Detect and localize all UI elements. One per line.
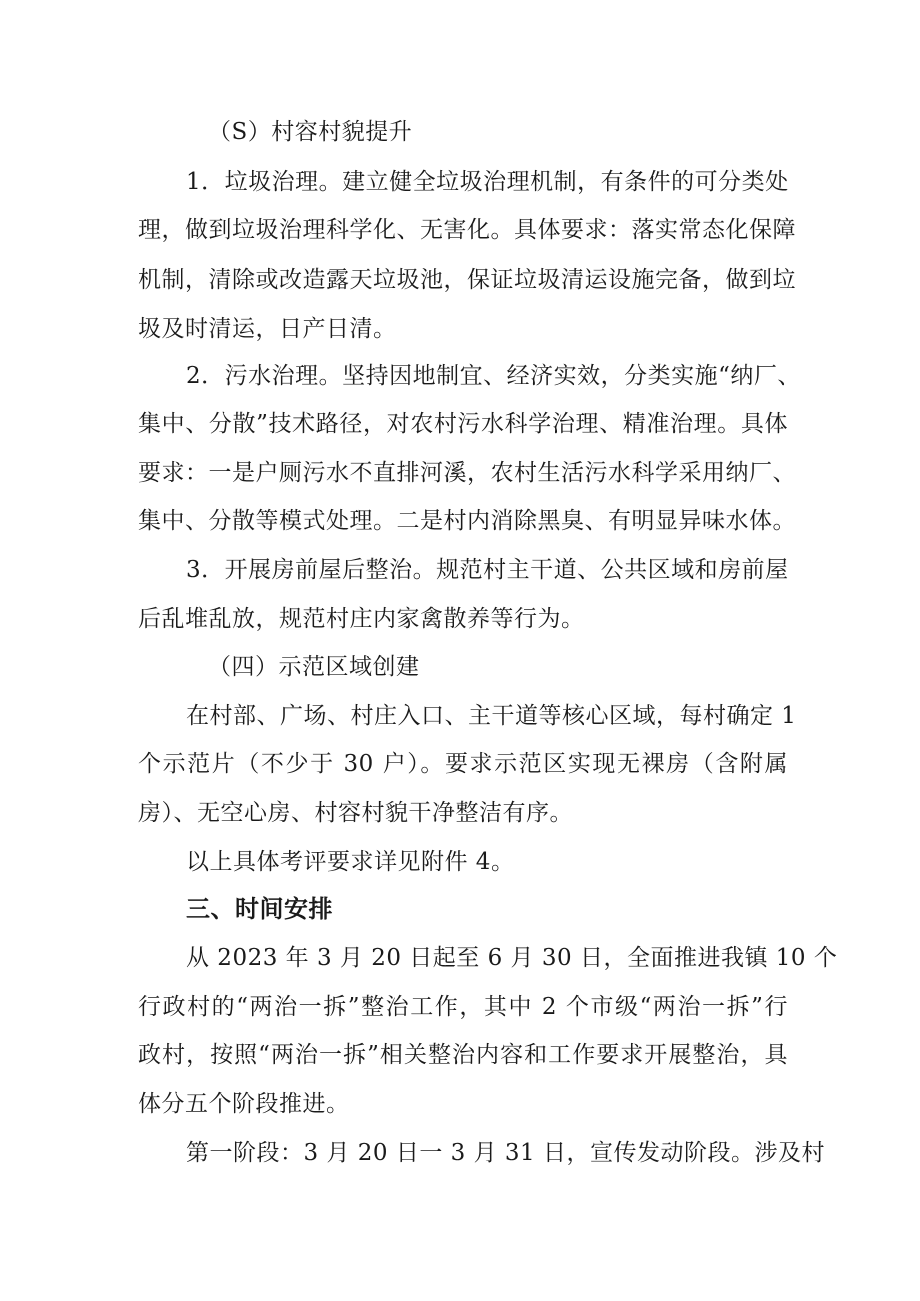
attachment-note: 以上具体考评要求详见附件 4。 <box>186 849 515 875</box>
item3-line-2: 后乱堆乱放，规范村庄内家禽散养等行为。 <box>138 606 585 632</box>
section-4-line-1: 在村部、广场、村庄入口、主干道等核心区域，每村确定 1 <box>186 703 797 729</box>
stage1-line-1: 第一阶段：3 月 20 日一 3 月 31 日，宣传发动阶段。涉及村 <box>186 1140 825 1166</box>
schedule-line-1: 从 2023 年 3 月 20 日起至 6 月 30 日，全面推进我镇 10 个 <box>186 945 838 971</box>
section-4-line-3: 房）、无空心房、村容村貌干净整洁有序。 <box>138 800 573 826</box>
section-4-heading: （四）示范区域创建 <box>208 654 420 680</box>
schedule-line-3: 政村，按照“两治一拆”相关整治内容和工作要求开展整治，具 <box>138 1042 788 1068</box>
item1-line-1: 1．垃圾治理。建立健全垃圾治理机制，有条件的可分类处 <box>186 169 789 195</box>
item1-line-2: 理，做到垃圾治理科学化、无害化。具体要求：落实常态化保障 <box>138 217 796 243</box>
item3-line-1: 3．开展房前屋后整治。规范村主干道、公共区域和房前屋 <box>186 557 789 583</box>
item2-line-4: 集中、分散等模式处理。二是村内消除黑臭、有明显异味水体。 <box>138 508 796 534</box>
item1-line-4: 圾及时清运，日产日清。 <box>138 316 397 342</box>
section-s-heading: （S）村容村貌提升 <box>208 119 413 145</box>
section-three-heading: 三、时间安排 <box>186 895 333 923</box>
item2-line-3: 要求：一是户厕污水不直排河溪，农村生活污水科学采用纳厂、 <box>138 460 796 486</box>
item2-line-1: 2．污水治理。坚持因地制宜、经济实效，分类实施“纳厂、 <box>186 363 801 389</box>
item2-line-2: 集中、分散”技术路径，对农村污水科学治理、精准治理。具体 <box>138 411 788 437</box>
item1-line-3: 机制，清除或改造露天垃圾池，保证垃圾清运设施完备，做到垃 <box>138 267 796 293</box>
schedule-line-4: 体分五个阶段推进。 <box>138 1091 350 1117</box>
schedule-line-2: 行政村的“两治一拆”整治工作，其中 2 个市级“两治一拆”行 <box>138 994 788 1020</box>
section-4-line-2: 个示范片（不少于 30 户）。要求示范区实现无裸房（含附属 <box>138 751 788 777</box>
